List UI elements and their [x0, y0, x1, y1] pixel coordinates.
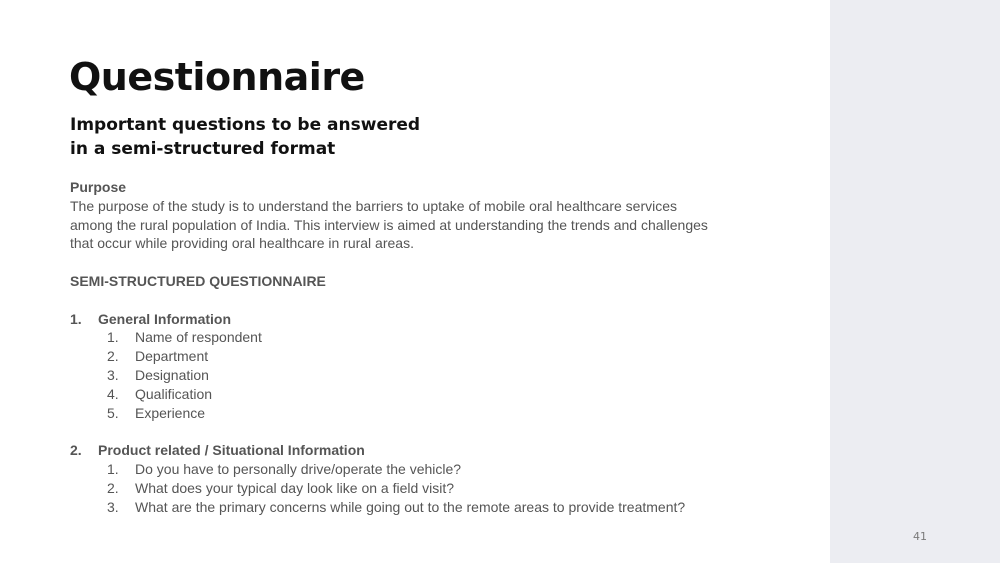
- item-text: Name of respondent: [135, 329, 262, 346]
- section-title: Product related / Situational Information: [98, 442, 365, 459]
- item-number: 4.: [107, 385, 119, 402]
- item-number: 3.: [107, 366, 119, 383]
- item-text: What does your typical day look like on a field visit?: [135, 479, 455, 496]
- page-title: Questionnaire: [69, 55, 365, 99]
- questionnaire-content: [70, 178, 790, 516]
- item-number: 5.: [107, 404, 119, 421]
- list-item: [70, 385, 790, 404]
- item-number: 1.: [107, 460, 119, 477]
- item-text: Department: [135, 348, 209, 365]
- list-item: [70, 479, 790, 498]
- item-number: 2.: [107, 348, 119, 365]
- item-text: Designation: [135, 366, 209, 383]
- page-number: 41: [913, 530, 927, 543]
- list-item: [70, 404, 790, 423]
- purpose-line-1: The purpose of the study is to understand the barriers to uptake of mobile oral healthcare services: [70, 197, 678, 214]
- item-text: Experience: [135, 404, 206, 421]
- item-number: 3.: [107, 498, 119, 515]
- questionnaire-heading: SEMI-STRUCTURED QUESTIONNAIRE: [70, 272, 326, 289]
- subtitle-line-2: in a semi-structured format: [70, 139, 336, 159]
- right-sidebar-panel: [830, 0, 1000, 563]
- purpose-heading: Purpose: [70, 179, 127, 195]
- list-item: [70, 328, 790, 347]
- section-title: General Information: [98, 310, 232, 327]
- section-number: 2.: [70, 442, 82, 459]
- list-item: [70, 498, 790, 517]
- subtitle: [70, 113, 470, 161]
- section-product-situational-information: [70, 441, 790, 460]
- section-number: 1.: [70, 310, 82, 327]
- item-text: Do you have to personally drive/operate the vehicle?: [135, 460, 462, 477]
- item-text: Qualification: [135, 385, 213, 402]
- section-general-information: [70, 310, 790, 329]
- item-number: 1.: [107, 329, 119, 346]
- list-item: [70, 366, 790, 385]
- item-text: What are the primary concerns while going out to the remote areas to provide treatment?: [135, 498, 686, 515]
- subtitle-line-1: Important questions to be answered: [70, 115, 421, 135]
- list-item: [70, 460, 790, 479]
- list-item: [70, 347, 790, 366]
- purpose-line-3: that occur while providing oral healthcare in rural areas.: [70, 235, 414, 252]
- purpose-line-2: among the rural population of India. This interview is aimed at understanding the trends and challenges: [70, 216, 708, 233]
- item-number: 2.: [107, 479, 119, 496]
